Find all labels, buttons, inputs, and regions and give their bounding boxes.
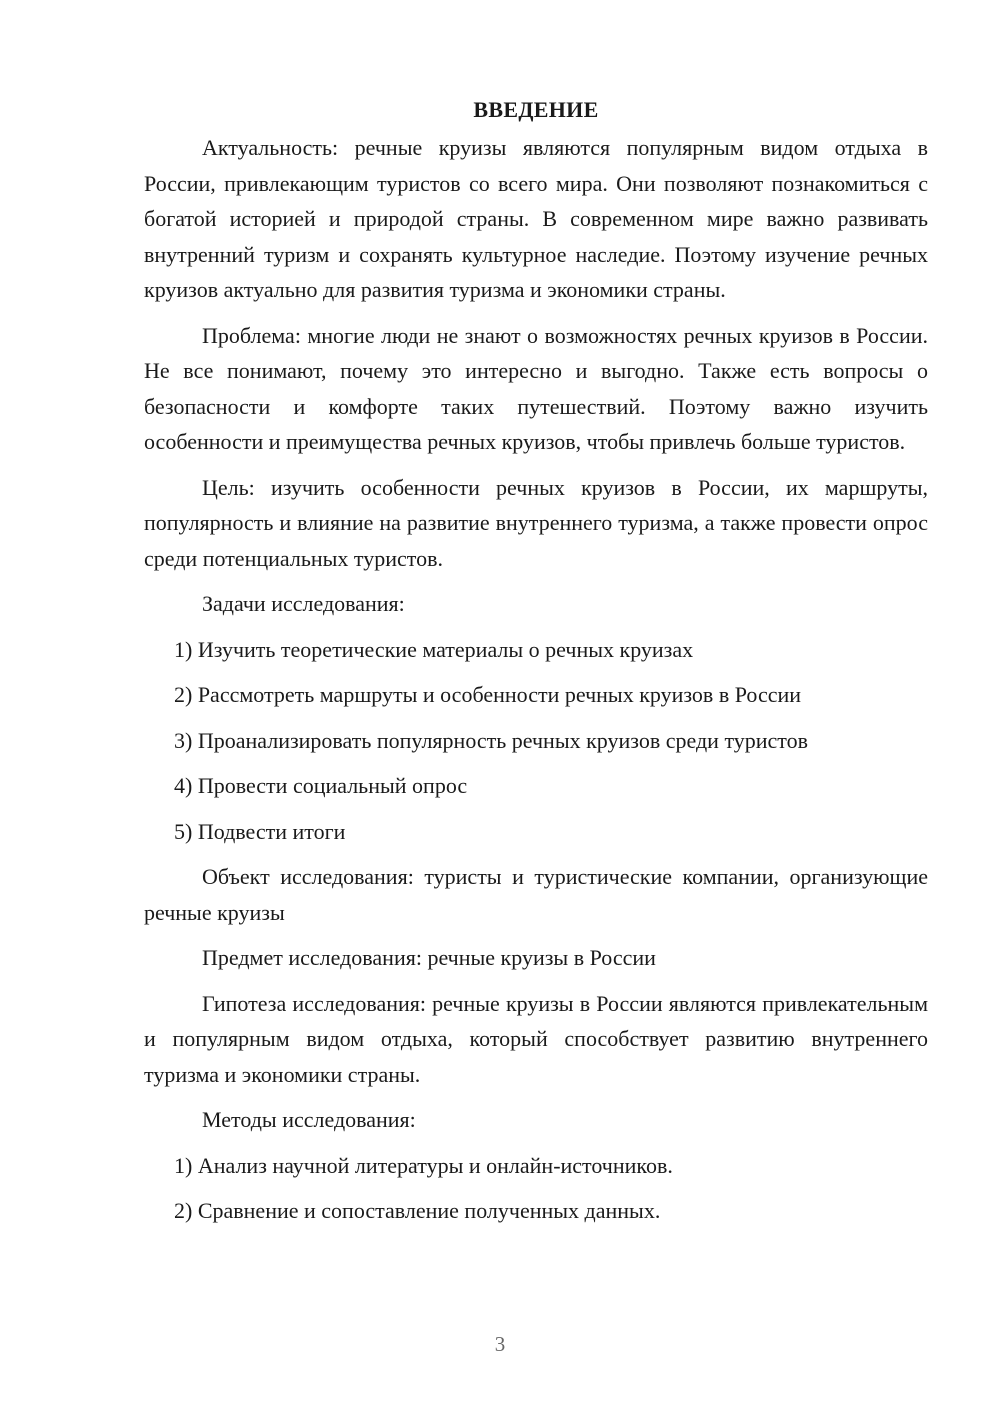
- section-title: ВВЕДЕНИЕ: [473, 97, 599, 122]
- task-item: 2) Рассмотреть маршруты и особенности речных круизов в России: [174, 682, 802, 707]
- method-item: 2) Сравнение и сопоставление полученных данных.: [174, 1198, 661, 1223]
- task-item: 4) Провести социальный опрос: [174, 773, 468, 798]
- problem-paragraph: Проблема: многие люди не знают о возможностях речных круизов в России. Не все понимают, почему это интересно и выгодно. Также есть вопросы о безопасности и комфорте таких путешествий. Поэтому важно изучить особенности и преимущества речных круизов, чтобы привлечь больше туристов.: [144, 322, 928, 454]
- task-item: 5) Подвести итоги: [174, 818, 346, 844]
- tasks-heading: Задачи исследования:: [202, 591, 405, 616]
- hypothesis-paragraph: Гипотеза исследования: речные круизы в России являются привлекательным и популярным видом отдыха, который способствует развитию внутреннего туризма и экономики страны.: [144, 990, 928, 1087]
- page-content: [144, 95, 928, 1239]
- task-item: 1) Изучить теоретические материалы о речных круизах: [174, 636, 694, 662]
- relevance-paragraph: Актуальность: речные круизы являются популярным видом отдыха в России, привлекающим туристов со всего мира. Они позволяют познакомиться с богатой историей и природой страны. В современном мире важно развивать внутренний туризм и сохранять культурное наследие. Поэтому изучение речных круизов актуально для развития туризма и экономики страны.: [144, 135, 928, 302]
- task-item: 3) Проанализировать популярность речных круизов среди туристов: [174, 727, 809, 753]
- method-item: 1) Анализ научной литературы и онлайн-источников.: [174, 1152, 673, 1178]
- subject-paragraph: Предмет исследования: речные круизы в России: [202, 945, 656, 970]
- page-number: 3: [494, 1332, 506, 1356]
- goal-paragraph: Цель: изучить особенности речных круизов в России, их маршруты, популярность и влияние на развитие внутреннего туризма, а также провести опрос среди потенциальных туристов.: [144, 474, 928, 571]
- methods-heading: Методы исследования:: [202, 1107, 416, 1132]
- object-paragraph: Объект исследования: туристы и туристические компании, организующие речные круизы: [144, 864, 928, 925]
